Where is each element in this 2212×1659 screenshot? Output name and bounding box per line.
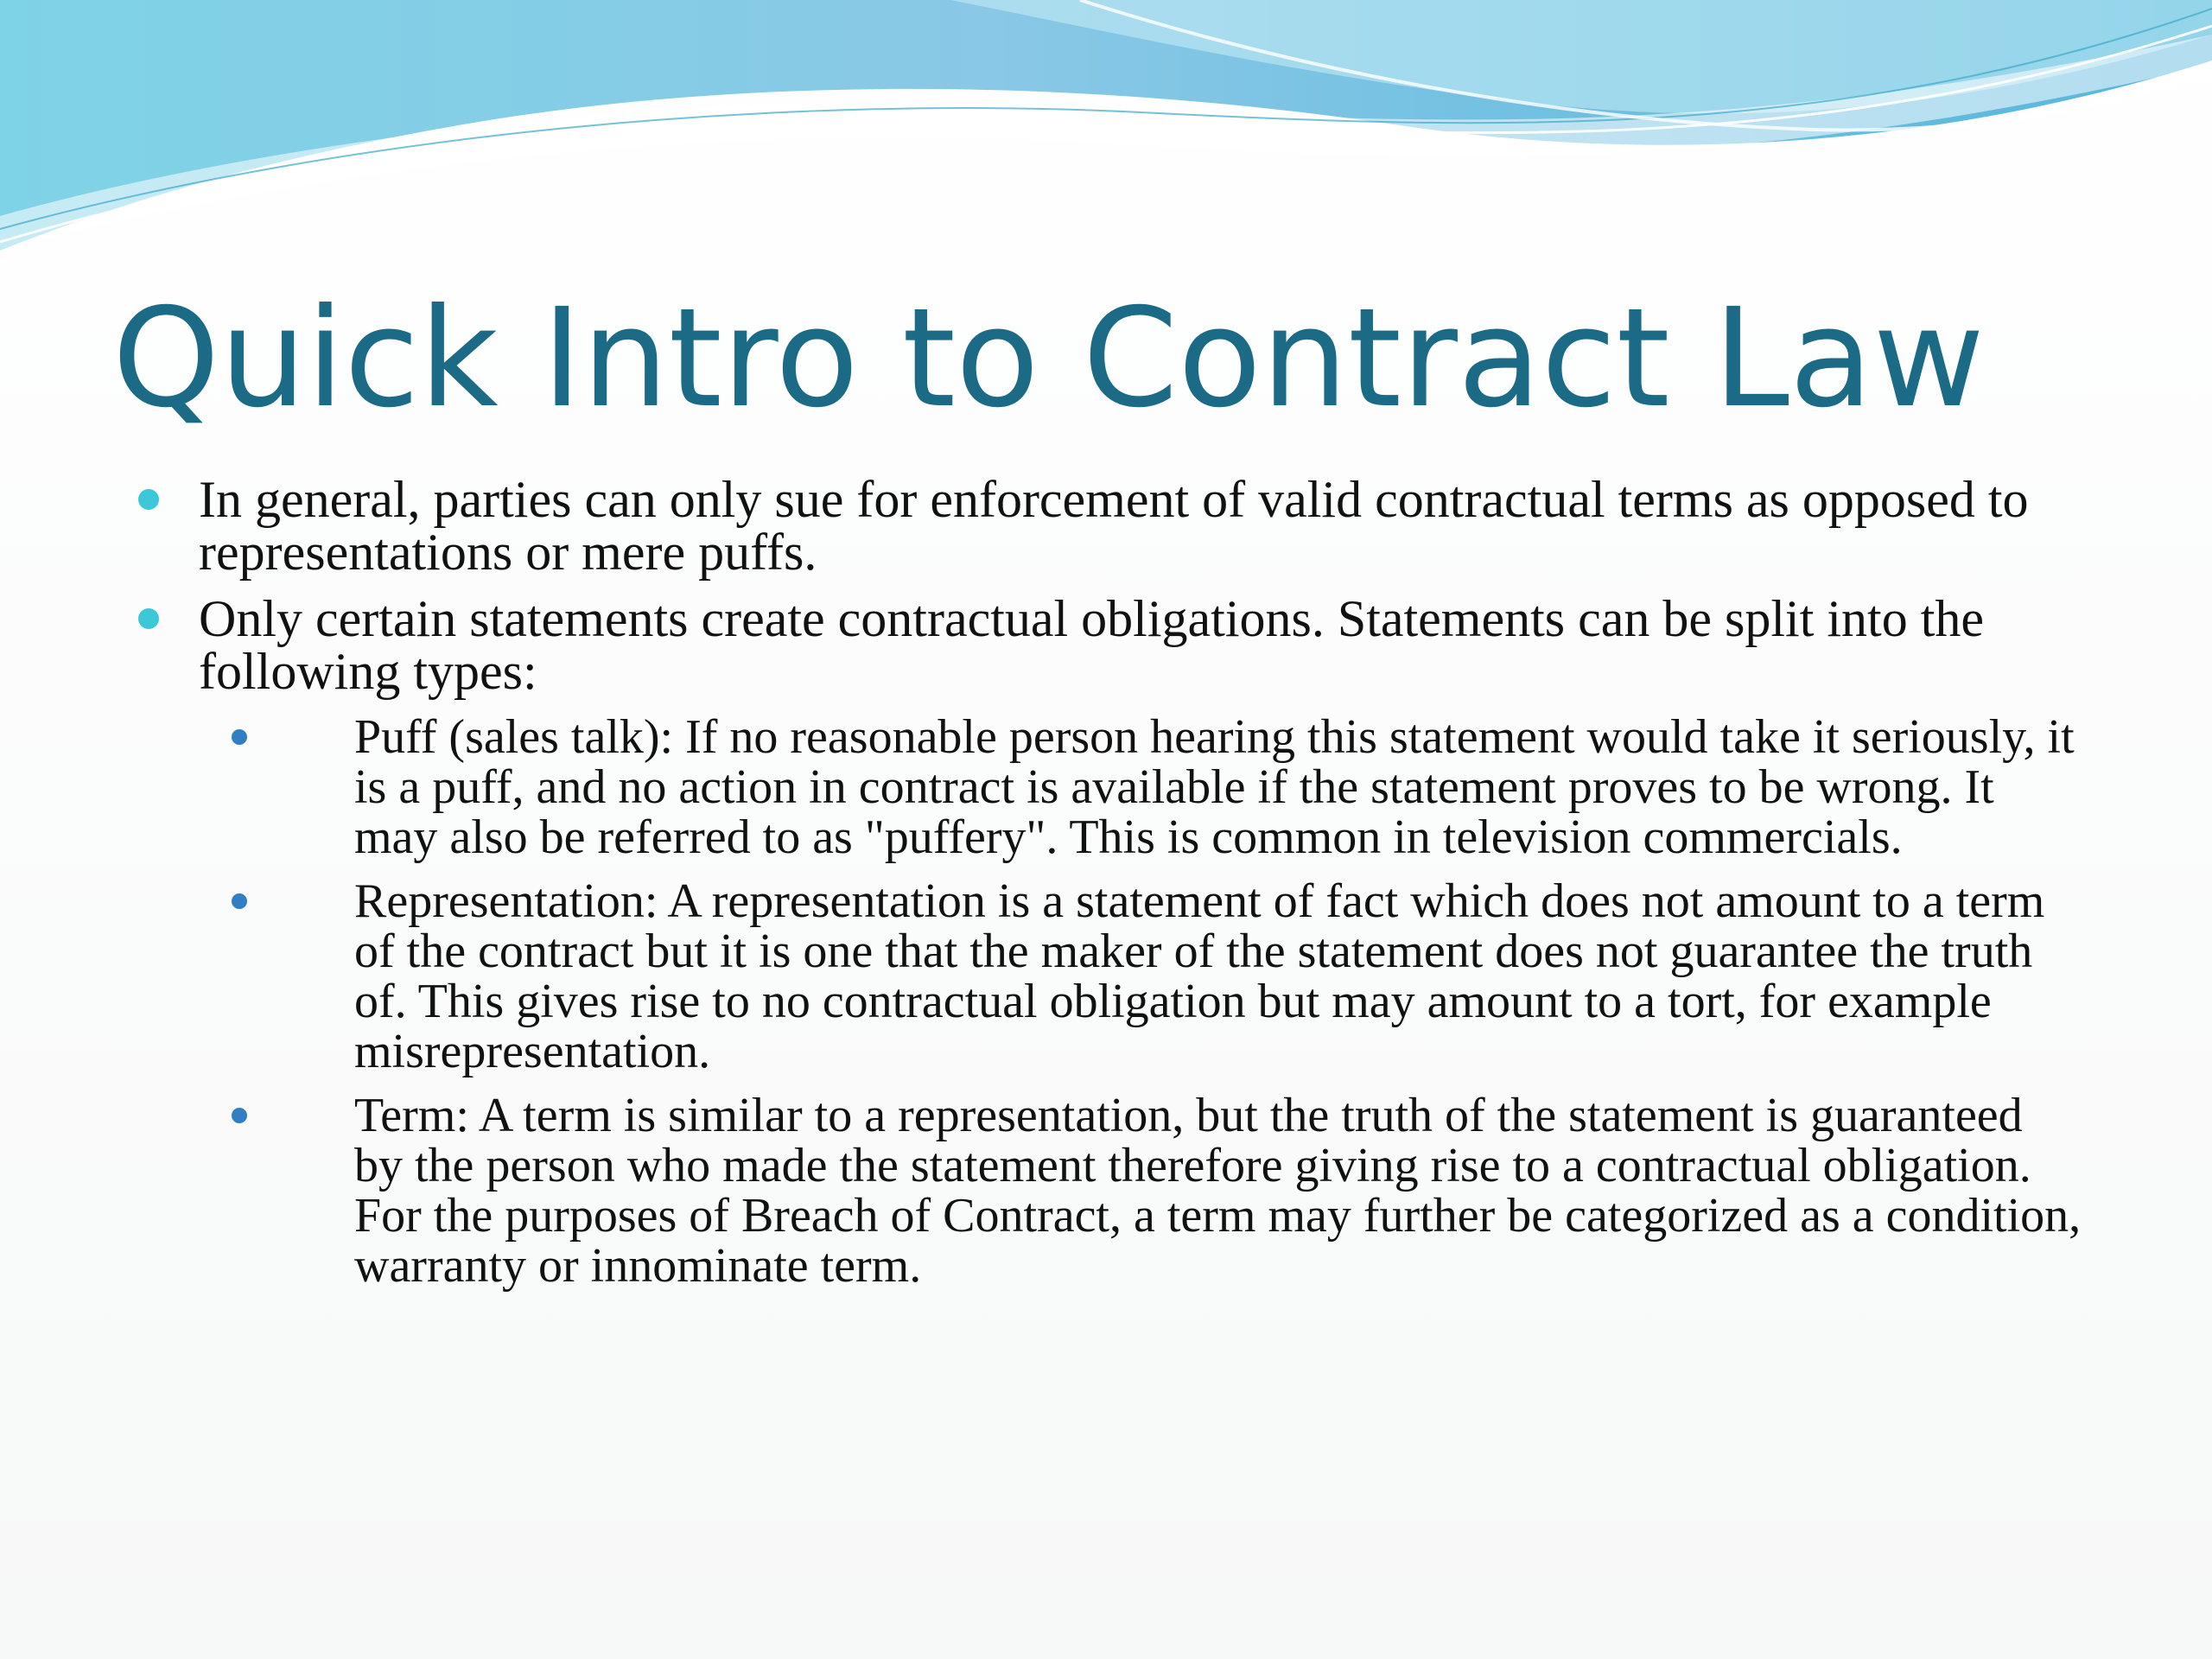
bullet-dot-icon: [138, 489, 159, 510]
sub-bullet-item: [354, 712, 2082, 862]
sub-bullet-item: [354, 876, 2082, 1077]
header-wave-decoration: [0, 0, 2212, 276]
slide-content: [0, 471, 2212, 1305]
sub-bullet-list: [0, 712, 2212, 1291]
bullet-dot-icon: [138, 608, 159, 629]
bullet-item: [199, 590, 2082, 700]
bullet-item: [199, 471, 2082, 581]
sub-bullet-text: Term: A term is similar to a representation, but the truth of the statement is guaranteed by the person who made the statement therefore giving rise to a contractual obligation. For the purposes of Breach of Contract, a term may further be categorized as a condition, warranty or innominate term.: [354, 1089, 2082, 1293]
sub-bullet-text: Representation: A representation is a statement of fact which does not amount to a term of the contract but it is one that the maker of the statement does not guarantee the truth of. This gives rise to no contractual obligation but may amount to a tort, for example misrepresentation.: [354, 874, 2045, 1078]
sub-bullet-dot-icon: [232, 729, 247, 745]
sub-bullet-dot-icon: [232, 893, 247, 909]
bullet-text: Only certain statements create contractual obligations. Statements can be split into the following types:: [199, 590, 1985, 700]
sub-bullet-dot-icon: [232, 1108, 247, 1123]
slide-title: Quick Intro to Contract Law: [112, 279, 1985, 438]
sub-bullet-item: [354, 1090, 2082, 1291]
bullet-text: In general, parties can only sue for enforcement of valid contractual terms as opposed to representations or mere puffs.: [199, 471, 2029, 581]
sub-bullet-text: Puff (sales talk): If no reasonable person hearing this statement would take it seriously, it is a puff, and no action in contract is available if the statement proves to be wrong. It may also be referred to as "puffery". This is common in television commercials.: [354, 710, 2075, 864]
